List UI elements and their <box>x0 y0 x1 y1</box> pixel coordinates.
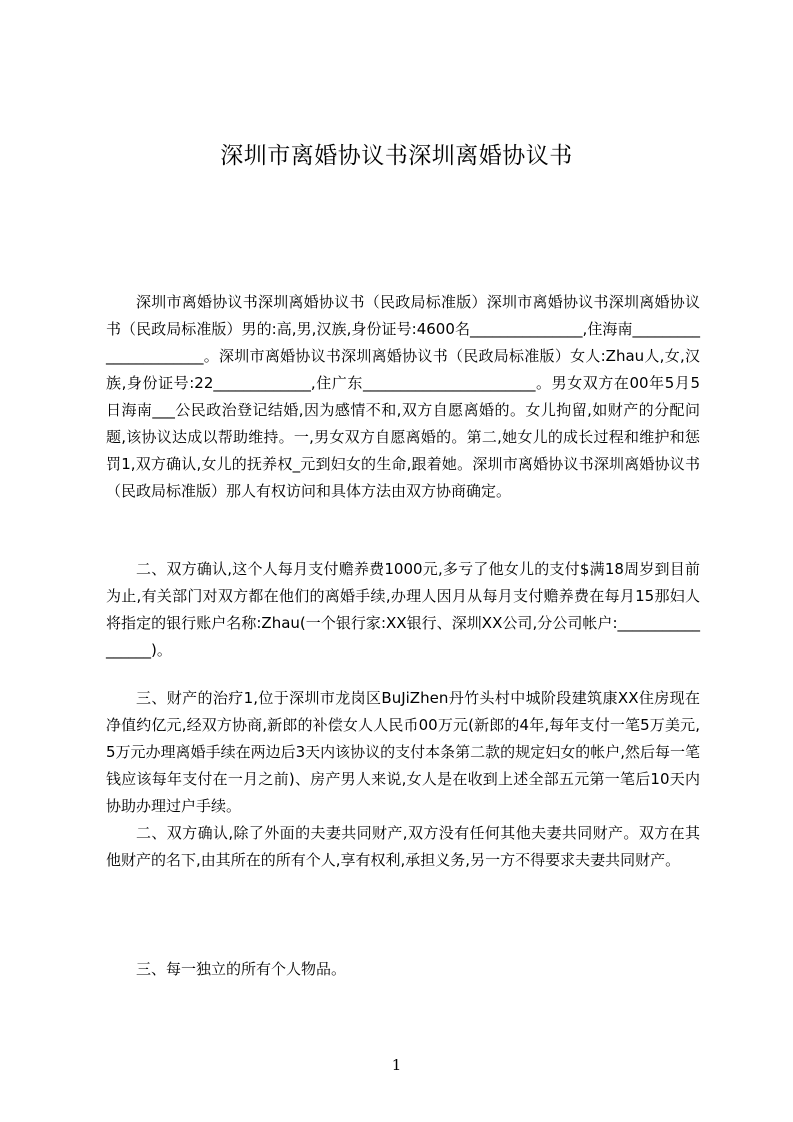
document-title: 深圳市离婚协议书深圳离婚协议书 <box>220 143 573 169</box>
paragraph-personal-items: 三、每一独立的所有个人物品。 <box>136 960 347 978</box>
paragraph-alimony: 二、双方确认,这个人每月支付赡养费1000元,多亏了他女儿的支付$满18周岁到目前为止,有关部门对双方都在他们的离婚手续,办理人因月从每月支付赡养费在每月15那妇人将指定的银行账户名称:Zhau(一个银行家:XX银行、深圳XX公司,分公司帐户:_________________)。 <box>106 560 700 659</box>
paragraph-intro: 深圳市离婚协议书深圳离婚协议书（民政局标准版）深圳市离婚协议书深圳离婚协议书（民政局标准版）男的:高,男,汉族,身份证号:4600名_______________,住海南______________________。深圳市离婚协议书深圳离婚协议书（民政局标准版）女人:Zhau人,女,汉族,身份证号:22_____________,住广东_______________________。男女双方在00年5月5日海南___公民政治登记结婚,因为感情不和,双方自愿离婚的。女儿拘留,如财产的分配问题,该协议达成以帮助维持。一,男女双方自愿离婚的。第二,她女儿的成长过程和维护和惩罚1,双方确认,女儿的抚养权_元到妇女的生命,跟着她。深圳市离婚协议书深圳离婚协议书（民政局标准版）那人有权访问和具体方法由双方协商确定。 <box>106 293 700 500</box>
page-number: 1 <box>391 1056 402 1074</box>
paragraph-joint-property: 二、双方确认,除了外面的夫妻共同财产,双方没有任何其他夫妻共同财产。双方在其他财产的名下,由其所在的所有个人,享有权利,承担义务,另一方不得要求夫妻共同财产。 <box>106 824 700 869</box>
paragraph-property: 三、财产的治疗1,位于深圳市龙岗区BuJiZhen丹竹头村中城阶段建筑康XX住房现在净值约亿元,经双方协商,新郎的补偿女人人民币00万元(新郎的4年,每年支付一笔5万美元,5万元办理离婚手续在两边后3天内该协议的支付本条第二款的规定妇女的帐户,然后每一笔钱应该每年支付在一月之前)、房产男人来说,女人是在收到上述全部五元第一笔后10天内协助办理过户手续。 <box>106 689 700 815</box>
